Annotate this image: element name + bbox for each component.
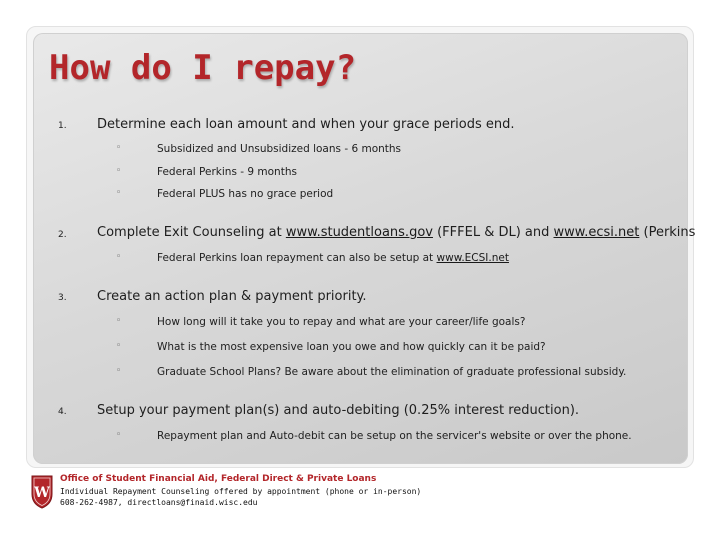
- item-3-sub-2: What is the most expensive loan you owe and how quickly can it be paid?: [157, 341, 546, 353]
- item-3-sub-3: Graduate School Plans? Be aware about the elimination of graduate professional subsidy.: [157, 366, 627, 378]
- footer-office-name: Office of Student Financial Aid, Federal Direct & Private Loans: [60, 474, 377, 484]
- bullet-icon: ◦: [116, 366, 122, 376]
- logo-letter: W: [34, 485, 50, 501]
- item-1-sub-1: Subsidized and Unsubsidized loans - 6 months: [157, 143, 402, 155]
- item-2-text-b: (FFFEL & DL) and: [432, 225, 554, 240]
- item-1-sub-2: Federal Perkins - 9 months: [157, 166, 297, 178]
- item-3-sub-1: How long will it take you to repay and what are your career/life goals?: [157, 316, 526, 328]
- ecsi-sub-link[interactable]: www.ECSI.net: [436, 252, 509, 264]
- slide-title: How do I repay?: [49, 48, 357, 88]
- bullet-icon: ◦: [116, 341, 122, 351]
- bullet-icon: ◦: [116, 166, 122, 176]
- item-3-text: Create an action plan & payment priority.: [97, 289, 367, 304]
- bullet-icon: ◦: [116, 188, 122, 198]
- item-1-text: Determine each loan amount and when your grace periods end.: [97, 117, 515, 132]
- uw-crest-icon: [30, 474, 54, 510]
- item-number: 1.: [58, 121, 67, 131]
- item-2-text-c: (Perkins: [639, 225, 696, 240]
- footer-contact: 608-262-4987, directloans@finaid.wisc.edu: [60, 498, 258, 507]
- bullet-icon: ◦: [116, 252, 122, 262]
- item-4-text: Setup your payment plan(s) and auto-debiting (0.25% interest reduction).: [97, 403, 580, 418]
- item-number: 4.: [58, 407, 67, 417]
- ecsi-link[interactable]: www.ecsi.net: [553, 225, 640, 240]
- bullet-icon: ◦: [116, 143, 122, 153]
- item-2-sub-1: [157, 252, 509, 264]
- studentloans-link[interactable]: www.studentloans.gov: [285, 225, 433, 240]
- item-2-text-a: Complete Exit Counseling at: [97, 225, 286, 240]
- item-number: 2.: [58, 230, 67, 240]
- item-4-sub-1: Repayment plan and Auto-debit can be setup on the servicer's website or over the phone.: [157, 430, 632, 442]
- item-2-text: [97, 225, 695, 240]
- item-1-sub-3: Federal PLUS has no grace period: [157, 188, 334, 200]
- item-2-sub-text: Federal Perkins loan repayment can also be setup at: [157, 252, 437, 264]
- bullet-icon: ◦: [116, 430, 122, 440]
- bullet-icon: ◦: [116, 316, 122, 326]
- item-number: 3.: [58, 293, 67, 303]
- footer-counseling-note: Individual Repayment Counseling offered by appointment (phone or in-person): [60, 487, 422, 496]
- content-panel: [33, 33, 688, 464]
